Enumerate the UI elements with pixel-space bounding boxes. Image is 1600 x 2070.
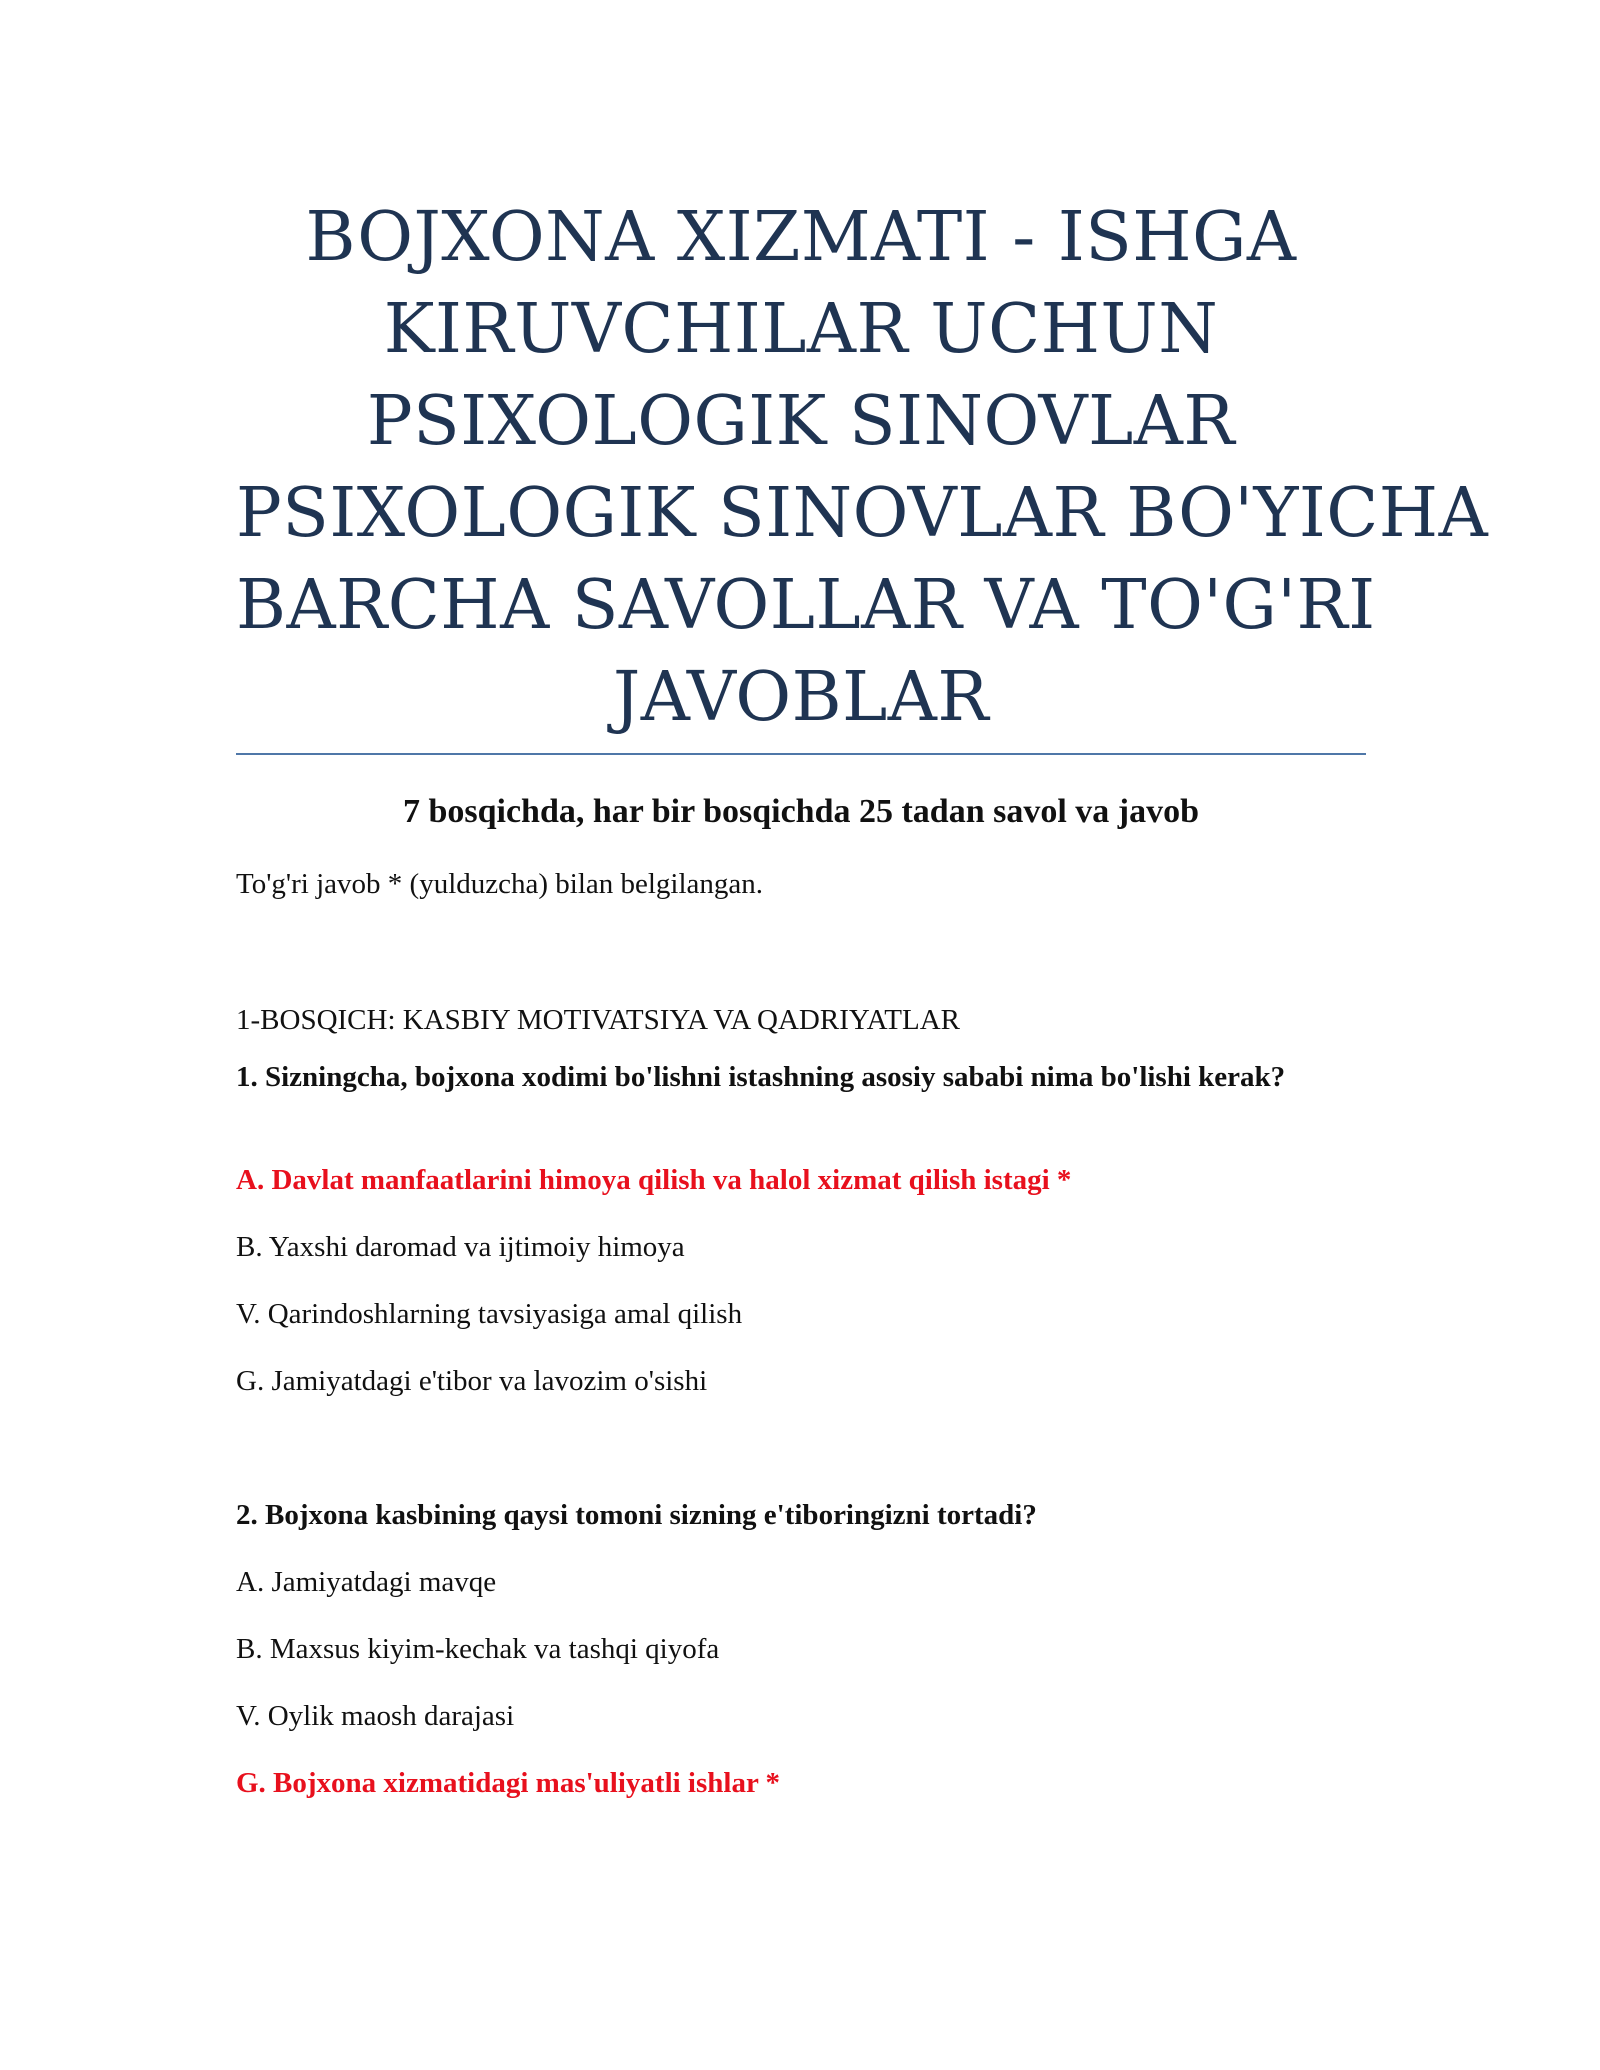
stage-heading: 1-BOSQICH: KASBIY MOTIVATSIYA VA QADRIYATLAR [236,1004,961,1036]
title-line: BARCHA SAVOLLAR VA TO'G'RI [236,566,1376,645]
title-line: PSIXOLOGIK SINOVLAR BO'YICHA [236,474,1489,553]
document-subtitle: 7 bosqichda, har bir bosqichda 25 tadan savol va javob [402,793,1200,830]
question-1-text: 1. Sizningcha, bojxona xodimi bo'lishni istashning asosiy sababi nima bo'lishi kerak? [236,1061,1286,1093]
question-2-option-b: B. Maxsus kiyim-kechak va tashqi qiyofa [236,1633,720,1665]
answer-key-note: To'g'ri javob * (yulduzcha) bilan belgilangan. [236,868,764,900]
question-2-text: 2. Bojxona kasbining qaysi tomoni sizning e'tiboringizni tortadi? [236,1499,1037,1531]
question-1-option-v: V. Qarindoshlarning tavsiyasiga amal qilish [236,1298,743,1330]
question-1-option-g: G. Jamiyatdagi e'tibor va lavozim o'sishi [236,1365,708,1397]
title-line: BOJXONA XIZMATI - ISHGA [305,198,1297,277]
question-2-option-v: V. Oylik maosh darajasi [236,1700,515,1732]
question-2-option-a: A. Jamiyatdagi mavqe [236,1566,497,1598]
question-1-option-a-correct: A. Davlat manfaatlarini himoya qilish va halol xizmat qilish istagi * [236,1164,1072,1196]
document-title [236,192,1489,744]
title-line: KIRUVCHILAR UCHUN [383,290,1219,369]
title-line: PSIXOLOGIK SINOVLAR [366,382,1236,461]
question-2-option-g-correct: G. Bojxona xizmatidagi mas'uliyatli ishlar * [236,1767,781,1799]
title-divider [236,753,1366,755]
title-line: JAVOBLAR [612,658,990,737]
question-1-option-b: B. Yaxshi daromad va ijtimoiy himoya [236,1231,685,1263]
